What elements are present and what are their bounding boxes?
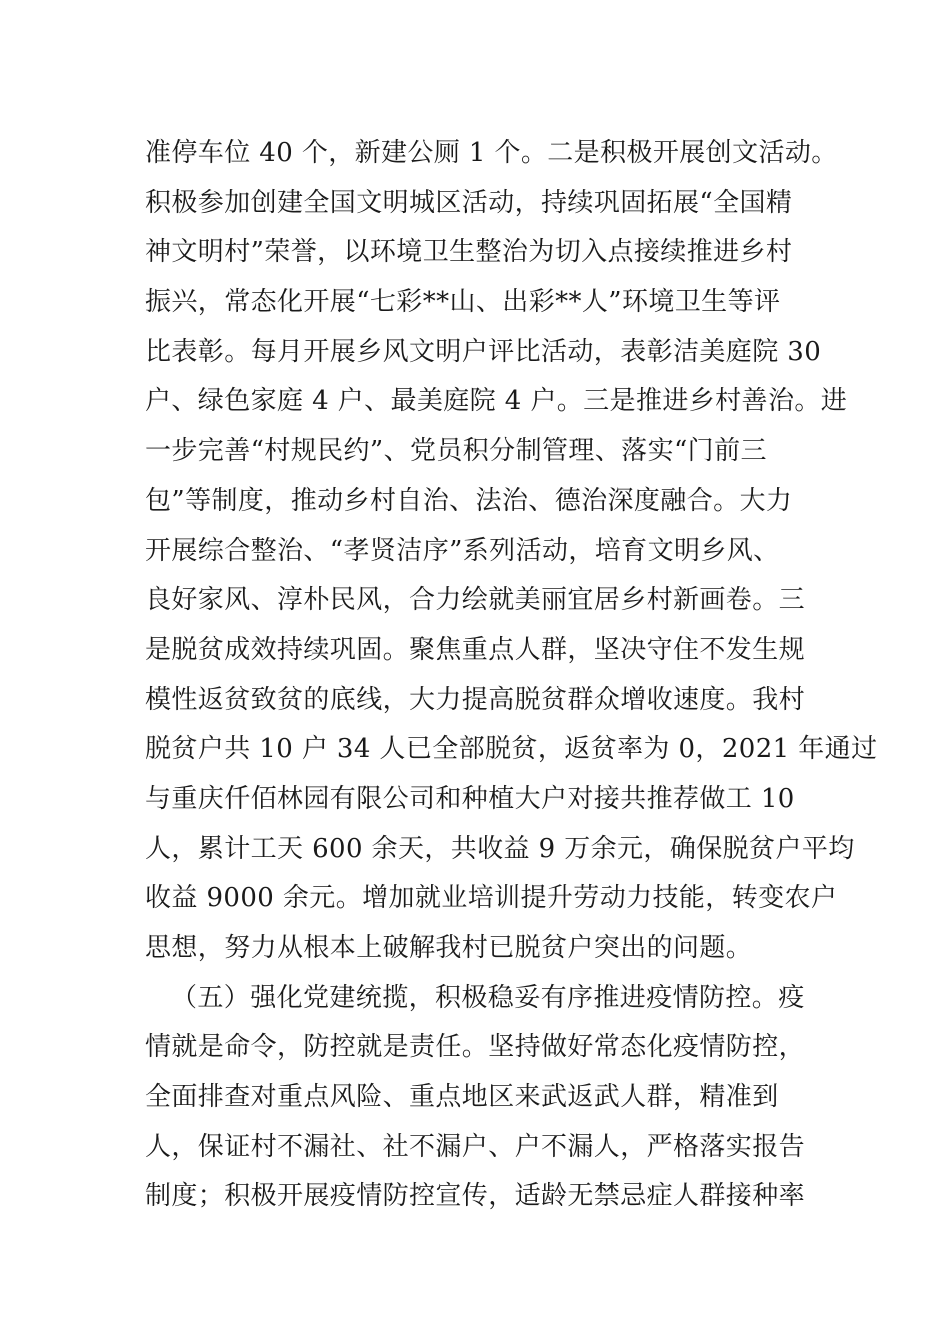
text-line: 良好家风、淳朴民风，合力绘就美丽宜居乡村新画卷。三	[145, 585, 806, 616]
text-line: 包”等制度，推动乡村自治、法治、德治深度融合。大力	[145, 485, 793, 516]
text-line: 比表彰。每月开展乡风文明户评比活动，表彰洁美庭院 30	[145, 336, 822, 367]
text-line: 积极参加创建全国文明城区活动，持续巩固拓展“全国精	[145, 187, 793, 218]
text-line: 与重庆仟佰林园有限公司和种植大户对接共推荐做工 10	[145, 783, 795, 814]
text-line: 神文明村”荣誉，以环境卫生整治为切入点接续推进乡村	[145, 237, 793, 268]
text-line: 准停车位 40 个，新建公厕 1 个。二是积极开展创文活动。	[145, 138, 838, 168]
text-line: 模性返贫致贫的底线，大力提高脱贫群众增收速度。我村	[145, 684, 806, 715]
text-line: 振兴，常态化开展“七彩**山、出彩**人”环境卫生等评	[145, 287, 781, 318]
text-line: 全面排查对重点风险、重点地区来武返武人群，精准到	[145, 1082, 779, 1113]
text-line: 户、绿色家庭 4 户、最美庭院 4 户。三是推进乡村善治。进	[145, 386, 848, 417]
text-line: 脱贫户共 10 户 34 人已全部脱贫，返贫率为 0，2021 年通过	[145, 734, 878, 765]
text-line: 是脱贫成效持续巩固。聚焦重点人群，坚决守住不发生规	[145, 634, 806, 665]
section-heading-line: （五）强化党建统揽，积极稳妥有序推进疫情防控。疫	[171, 982, 805, 1013]
text-line: 思想，努力从根本上破解我村已脱贫户突出的问题。	[145, 933, 753, 963]
text-line: 情就是命令，防控就是责任。坚持做好常态化疫情防控，	[145, 1032, 806, 1063]
body-text	[145, 129, 878, 1222]
text-line: 人，累计工天 600 余天，共收益 9 万余元，确保脱贫户平均	[145, 833, 855, 864]
text-line: 收益 9000 余元。增加就业培训提升劳动力技能，转变农户	[145, 883, 838, 914]
text-line: 制度；积极开展疫情防控宣传，适龄无禁忌症人群接种率	[145, 1181, 806, 1212]
text-line: 一步完善“村规民约”、党员积分制管理、落实“门前三	[145, 436, 767, 467]
text-line: 人，保证村不漏社、社不漏户、户不漏人，严格落实报告	[145, 1131, 806, 1162]
text-line: 开展综合整治、“孝贤洁序”系列活动，培育文明乡风、	[145, 535, 780, 566]
